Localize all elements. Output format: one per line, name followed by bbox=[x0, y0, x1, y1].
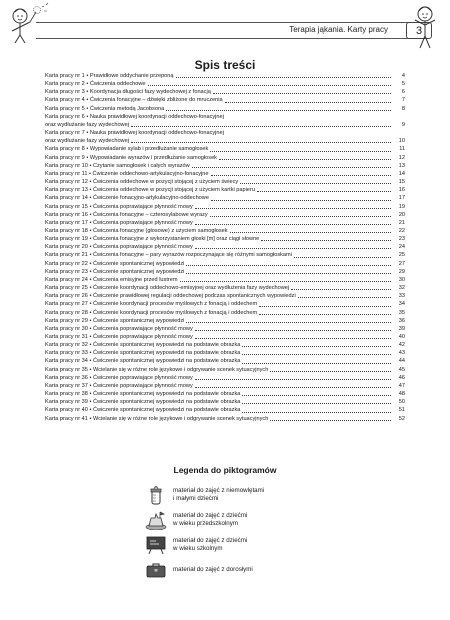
legend-item bbox=[145, 532, 345, 557]
toc-leader-dots bbox=[211, 175, 391, 176]
toc-entry-title: Karta pracy nr 22 • Ćwiczenie spontanicznej wypowiedzi bbox=[45, 260, 185, 267]
toc-entry-page: 48 bbox=[398, 391, 405, 398]
header-rule-top bbox=[36, 22, 420, 23]
toc-entry-title: Karta pracy nr 13 • Ćwiczenia oddechowe w pozycji stojącej z użyciem kartki papieru bbox=[45, 187, 255, 194]
toc-leader-dots bbox=[294, 257, 391, 258]
toc-heading: Spis treści bbox=[194, 58, 256, 72]
toc-entry bbox=[45, 186, 405, 194]
toc-entry-page: 7 bbox=[401, 97, 405, 104]
toc-entry-title: Karta pracy nr 31 • Ćwiczenie poprawiające płynność mowy bbox=[45, 334, 193, 340]
toc-entry-page: 44 bbox=[398, 358, 405, 365]
toc-entry-page: 36 bbox=[398, 317, 405, 324]
legend-text-line: w wieku szkolnym bbox=[173, 544, 223, 552]
legend-text-line: i małymi dziećmi bbox=[173, 494, 219, 502]
toc-entry bbox=[45, 382, 405, 390]
toc-entry-page: 35 bbox=[398, 309, 405, 316]
legend-text-line: materiał do zajęć z niemowlętami bbox=[173, 486, 265, 494]
toc-leader-dots bbox=[210, 151, 391, 152]
toc-entry bbox=[45, 194, 405, 202]
toc-entry bbox=[45, 235, 405, 243]
toc-entry bbox=[45, 211, 405, 219]
toc-entry bbox=[45, 154, 405, 162]
toc-entry-title: Karta pracy nr 28 • Ćwiczenie koordynacji procesów myślowych z fonacją i oddechem bbox=[45, 309, 258, 316]
toc-entry bbox=[45, 203, 405, 211]
toc-entry-page: 45 bbox=[398, 366, 405, 373]
toc-entry-page: 51 bbox=[398, 407, 405, 414]
toc-entry-title: Karta pracy nr 9 • Wypowiadanie wyrazów i przedłużanie samogłosek bbox=[45, 154, 217, 161]
briefcase-icon bbox=[145, 559, 167, 581]
toc-entry-title: Karta pracy nr 40 • Ćwiczenie spontanicznej wypowiedzi na podstawie obrazka bbox=[45, 407, 241, 414]
toc-leader-dots bbox=[270, 420, 391, 421]
toc-entry-title: Karta pracy nr 27 • Ćwiczenie koordynacji procesów myślowych z fonacją i oddechem bbox=[45, 301, 258, 308]
toc-entry-page: 52 bbox=[398, 415, 405, 422]
page-number: 3 bbox=[406, 22, 432, 39]
toc-entry-page: 14 bbox=[398, 170, 405, 177]
toc-entry-page: 5 bbox=[401, 81, 405, 88]
toc-leader-dots bbox=[148, 85, 391, 86]
toc-entry bbox=[45, 121, 405, 129]
toc-leader-dots bbox=[176, 77, 391, 78]
toc-entry-page: 25 bbox=[398, 252, 405, 259]
toc-leader-dots bbox=[225, 102, 391, 103]
toc-leader-dots bbox=[259, 306, 391, 307]
toc-entry-title: Karta pracy nr 12 • Ćwiczenia oddechowe w pozycji stojącej z użyciem świecy bbox=[45, 179, 239, 186]
toc-entry-title: Karta pracy nr 37 • Ćwiczenie poprawiające płynność mowy bbox=[45, 382, 193, 389]
toc-entry-title: Karta pracy nr 16 • Ćwiczenia fonacyjne – czterosylabowe wyrazy bbox=[45, 211, 208, 218]
toc-leader-dots bbox=[131, 126, 391, 127]
toc-entry-title: Karta pracy nr 17 • Ćwiczenia poprawiające płynność mowy bbox=[45, 219, 193, 226]
toc-entry-title: Karta pracy nr 32 • Ćwiczenie spontanicznej wypowiedzi na podstawie obrazka bbox=[45, 342, 241, 349]
toc-leader-dots bbox=[261, 240, 391, 241]
toc-entry-title: Karta pracy nr 21 • Ćwiczenia fonacyjne – pary wyrazów rozpoczynające się różnymi samogłoskami bbox=[45, 252, 292, 259]
toc-entry-title: Karta pracy nr 30 • Ćwiczenia poprawiające płynność mowy bbox=[45, 325, 193, 332]
toc-entry-title: Karta pracy nr 41 • Wcielanie się w różne role językowe i odgrywanie scenek sytuacyjnych bbox=[45, 415, 269, 422]
toc-leader-dots bbox=[219, 159, 391, 160]
toc-entry-page: 34 bbox=[398, 301, 405, 308]
toc-entry bbox=[45, 227, 405, 235]
toc-entry bbox=[45, 415, 405, 423]
toc-entry-title: oraz wydłużanie fazy wydechowej bbox=[45, 138, 129, 145]
legend-text-line: materiał do zajęć z dorosłymi bbox=[173, 565, 253, 573]
toc-entry-title: Karta pracy nr 23 • Ćwiczenie spontanicznej wypowiedzi bbox=[45, 268, 185, 275]
toc-leader-dots bbox=[291, 289, 391, 290]
toc-leader-dots bbox=[298, 297, 391, 298]
toc-entry-title: Karta pracy nr 35 • Wcielanie się w różne role językowe i odgrywanie scenek sytuacyjnych bbox=[45, 366, 269, 373]
toc-entry-page: 40 bbox=[398, 334, 405, 340]
toc-entry-page: 15 bbox=[398, 179, 405, 186]
book-title: Terapia jąkania. Karty pracy bbox=[289, 25, 388, 34]
toc-entry bbox=[45, 96, 405, 104]
toc-entry bbox=[45, 72, 405, 80]
toc-entry-title: oraz wydłużanie fazy wydechowej bbox=[45, 121, 129, 128]
toc-leader-dots bbox=[213, 93, 391, 94]
toc-entry-title: Karta pracy nr 33 • Ćwiczenie spontanicznej wypowiedzi na podstawie obrazka bbox=[45, 350, 241, 357]
toc-leader-dots bbox=[186, 265, 391, 266]
toc-leader-dots bbox=[195, 379, 391, 380]
toc-entry-page: 8 bbox=[401, 105, 405, 112]
toc-entry-page: 11 bbox=[399, 146, 405, 153]
toc-entry-title: Karta pracy nr 26 • Ćwiczenie prawidłowej regulacji oddechowej podczas spontanicznych wypowiedzi bbox=[45, 293, 296, 300]
toc-entry bbox=[45, 219, 405, 227]
toc-entry-page: 50 bbox=[398, 399, 405, 406]
toc-leader-dots bbox=[195, 387, 391, 388]
toc-leader-dots bbox=[230, 232, 391, 233]
toc-entry-title: Karta pracy nr 20 • Ćwiczenia poprawiające płynność mowy bbox=[45, 244, 193, 251]
toc-entry-page: 24 bbox=[398, 244, 405, 251]
toc-entry bbox=[45, 309, 405, 317]
toc-entry-title: Karta pracy nr 19 • Ćwiczenia fonacyjne z wykorzystaniem głoski [m] oraz ciągi słowne bbox=[45, 236, 260, 243]
toc-entry-title: Karta pracy nr 7 • Nauka prawidłowej koordynacji oddechowo-fonacyjnej bbox=[45, 130, 224, 137]
pictogram-legend bbox=[145, 482, 345, 582]
toc-leader-dots bbox=[195, 330, 391, 331]
toc-entry bbox=[45, 341, 405, 349]
toc-entry-page: 29 bbox=[398, 268, 405, 275]
toc-entry bbox=[45, 88, 405, 96]
toc-entry bbox=[45, 170, 405, 178]
toc-entry-page: 12 bbox=[398, 154, 405, 161]
chalkboard-icon bbox=[145, 534, 167, 556]
sandcastle-icon bbox=[145, 509, 167, 531]
toc-entry bbox=[45, 145, 405, 153]
toc-entry-title: Karta pracy nr 2 • Ćwiczenia oddechowe bbox=[45, 81, 146, 88]
legend-text-line: materiał do zajęć z dziećmi bbox=[173, 536, 248, 544]
toc-entry-title: Karta pracy nr 1 • Prawidłowe oddychanie przeponą bbox=[45, 73, 174, 79]
toc-entry bbox=[45, 357, 405, 365]
legend-text-line: w wieku przedszkolnym bbox=[173, 519, 238, 527]
toc-entry-page: 13 bbox=[398, 162, 405, 169]
legend-text-line: materiał do zajęć z dziećmi bbox=[173, 511, 248, 519]
toc-entry-page: 27 bbox=[398, 260, 405, 267]
toc-entry bbox=[45, 137, 405, 145]
toc-entry bbox=[45, 129, 405, 137]
toc-entry-page: 32 bbox=[398, 285, 405, 292]
toc-entry-page: 22 bbox=[398, 227, 405, 234]
toc-leader-dots bbox=[131, 142, 391, 143]
toc-entry-title: Karta pracy nr 15 • Ćwiczenia poprawiające płynność mowy bbox=[45, 203, 193, 210]
toc-entry bbox=[45, 325, 405, 333]
toc-entry-title: Karta pracy nr 29 • Ćwiczenie spontanicznej wypowiedzi bbox=[45, 317, 185, 324]
toc-entry-page: 20 bbox=[398, 211, 405, 218]
toc-leader-dots bbox=[195, 248, 391, 249]
toc-entry-page: 23 bbox=[398, 236, 405, 243]
toc-entry bbox=[45, 80, 405, 88]
toc-entry-page: 46 bbox=[398, 374, 405, 381]
toc-entry bbox=[45, 317, 405, 325]
toc-leader-dots bbox=[270, 371, 391, 372]
toc-entry-title: Karta pracy nr 14 • Ćwiczenie fonacyjno-artykulacyjno-oddechowe bbox=[45, 195, 209, 202]
toc-entry-page: 17 bbox=[398, 195, 405, 202]
toc-leader-dots bbox=[186, 273, 391, 274]
toc-entry bbox=[45, 268, 405, 276]
toc-leader-dots bbox=[192, 167, 391, 168]
toc-leader-dots bbox=[240, 183, 391, 184]
page-header bbox=[0, 0, 450, 52]
toc-entry-title: Karta pracy nr 25 • Ćwiczenie koordynacji oddechowo-emisyjnej oraz wydłużenia fazy wydechowej bbox=[45, 285, 290, 292]
toc-entry-page: 4 bbox=[401, 73, 405, 79]
toc-leader-dots bbox=[195, 208, 391, 209]
toc-entry-title: Karta pracy nr 34 • Ćwiczenie spontanicznej wypowiedzi na podstawie obrazka bbox=[45, 358, 241, 365]
legend-item bbox=[145, 557, 345, 582]
legend-heading: Legenda do piktogramów bbox=[173, 465, 277, 475]
toc-entry bbox=[45, 251, 405, 259]
toc-entry bbox=[45, 113, 405, 121]
toc-entry bbox=[45, 300, 405, 308]
toc-entry-page: 10 bbox=[398, 138, 405, 145]
toc-entry-title: Karta pracy nr 3 • Koordynacja długości fazy wydechowej z fonacją bbox=[45, 89, 211, 96]
toc-entry-page: 19 bbox=[398, 203, 405, 210]
toc-leader-dots bbox=[195, 224, 391, 225]
toc-leader-dots bbox=[242, 403, 391, 404]
toc-leader-dots bbox=[166, 110, 391, 111]
toc-entry-page: 21 bbox=[398, 219, 405, 226]
toc-leader-dots bbox=[242, 395, 391, 396]
toc-entry-page: 42 bbox=[398, 342, 405, 349]
legend-item bbox=[145, 507, 345, 532]
toc-entry bbox=[45, 276, 405, 284]
toc-entry-page: 6 bbox=[401, 89, 405, 96]
toc-entry bbox=[45, 292, 405, 300]
toc-leader-dots bbox=[259, 314, 391, 315]
child-figure-illustration bbox=[410, 4, 440, 50]
toc-entry bbox=[45, 105, 405, 113]
toc-entry-title: Karta pracy nr 39 • Ćwiczenie spontanicznej wypowiedzi na podstawie obrazka bbox=[45, 399, 241, 406]
toc-entry bbox=[45, 349, 405, 357]
toc-entry-title: Karta pracy nr 18 • Ćwiczenia fonacyjne (głosowe) z użyciem samogłosek bbox=[45, 227, 228, 234]
toc-leader-dots bbox=[242, 363, 391, 364]
toc-leader-dots bbox=[180, 281, 391, 282]
toc-entry-page: 39 bbox=[398, 325, 405, 332]
legend-item bbox=[145, 482, 345, 507]
toc-entry bbox=[45, 374, 405, 382]
toc-entry bbox=[45, 178, 405, 186]
toc-entry-title: Karta pracy nr 8 • Wypowiadanie sylab i przedłużanie samogłosek bbox=[45, 146, 209, 153]
toc-entry-title: Karta pracy nr 6 • Nauka prawidłowej koordynacji oddechowo-fonacyjnej bbox=[45, 113, 224, 120]
toc-entry bbox=[45, 398, 405, 406]
toc-entry bbox=[45, 243, 405, 251]
header-rule-bottom bbox=[36, 38, 420, 39]
toc-leader-dots bbox=[195, 338, 391, 339]
toc-entry-page: 47 bbox=[398, 382, 405, 389]
toc-entry bbox=[45, 162, 405, 170]
toc-entry-title: Karta pracy nr 36 • Ćwiczenie poprawiające płynność mowy bbox=[45, 374, 193, 381]
toc-entry bbox=[45, 366, 405, 374]
toc-leader-dots bbox=[242, 354, 391, 355]
toc-entry-page: 43 bbox=[398, 350, 405, 357]
toc-leader-dots bbox=[210, 216, 391, 217]
toc-leader-dots bbox=[211, 200, 391, 201]
toc-leader-dots bbox=[257, 191, 391, 192]
toc-leader-dots bbox=[242, 412, 391, 413]
toc-entry bbox=[45, 390, 405, 398]
toc-entry-title: Karta pracy nr 11 • Ćwiczenie oddechowo-artykulacyjno-fonacyjne bbox=[45, 170, 209, 177]
toc-entry bbox=[45, 406, 405, 414]
toc-entry-title: Karta pracy nr 4 • Ćwiczenia fonacyjne – dźwięki zbliżone do mruczenia bbox=[45, 97, 223, 104]
toc-entry-title: Karta pracy nr 38 • Ćwiczenie spontanicznej wypowiedzi na podstawie obrazka bbox=[45, 391, 241, 398]
toc-entry-title: Karta pracy nr 10 • Czytanie samogłosek i całych wyrazów bbox=[45, 162, 190, 169]
table-of-contents bbox=[45, 72, 405, 423]
toc-entry-page: 30 bbox=[398, 276, 405, 283]
toc-leader-dots bbox=[186, 322, 391, 323]
toc-entry-title: Karta pracy nr 24 • Ćwiczenia emisyjne przed lustrem bbox=[45, 276, 178, 283]
toc-entry bbox=[45, 260, 405, 268]
toc-entry-page: 16 bbox=[398, 187, 405, 194]
toc-entry-title: Karta pracy nr 5 • Ćwiczenia metodą Jacobsona bbox=[45, 105, 165, 112]
toc-entry-page: 9 bbox=[401, 121, 405, 128]
toc-entry-page: 33 bbox=[398, 293, 405, 300]
toc-leader-dots bbox=[242, 346, 391, 347]
toc-entry bbox=[45, 284, 405, 292]
toc-entry bbox=[45, 333, 405, 341]
baby-bottle-icon bbox=[145, 484, 167, 506]
